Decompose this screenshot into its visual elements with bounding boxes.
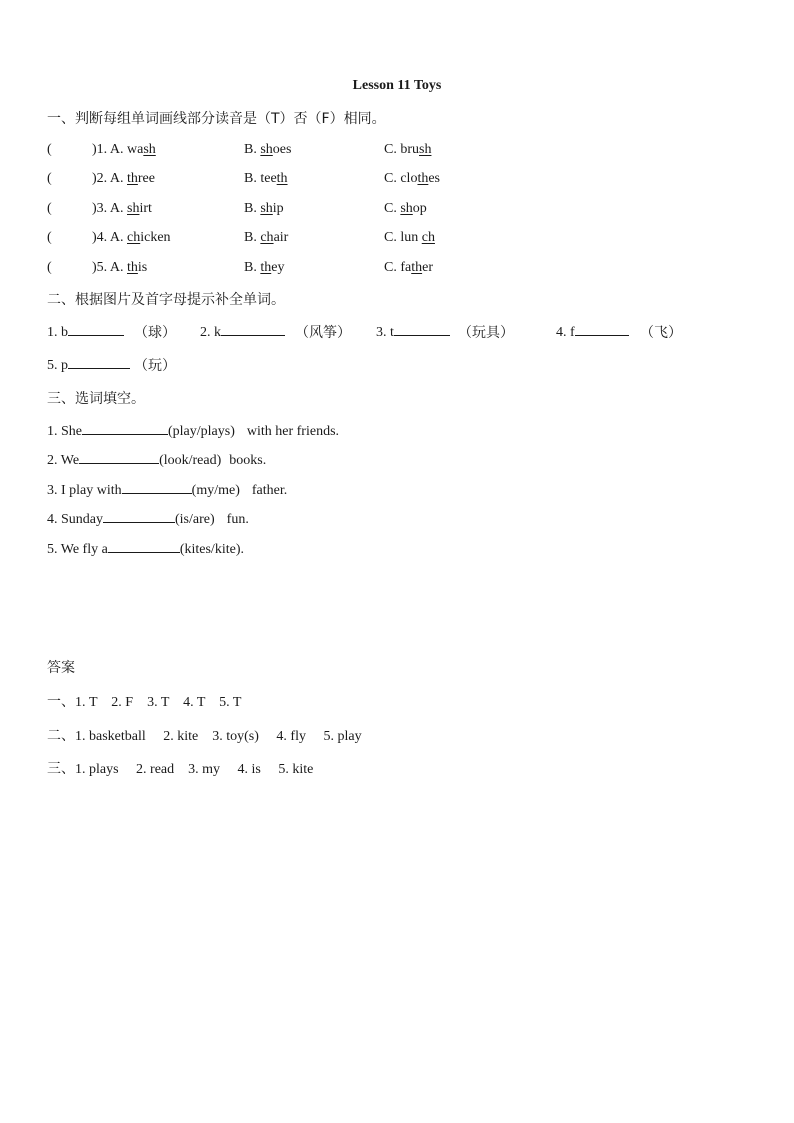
list-item [47, 422, 339, 440]
word-part: wa [127, 142, 144, 157]
item-label: 5. p [47, 358, 68, 373]
answers-line-2 [47, 725, 362, 745]
sentence-start: 3. I play with [47, 483, 122, 498]
list-item [47, 540, 244, 558]
answers-prefix: 二、 [47, 728, 75, 744]
blank-field[interactable] [394, 323, 450, 336]
blank-field[interactable] [82, 422, 168, 435]
underlined-part: sh [419, 142, 432, 157]
underlined-part: th [127, 260, 138, 275]
fill-item [47, 356, 130, 374]
option-b [244, 260, 284, 276]
word-options: (is/are) [175, 512, 215, 527]
answers-text: 1. plays 2. read 3. my 4. is 5. kite [75, 762, 314, 777]
underlined-part: th [411, 260, 423, 275]
option-c [384, 260, 433, 276]
item-label: 3. t [376, 325, 394, 340]
word-part: B. [244, 142, 261, 157]
question-number: )4. A. [92, 230, 127, 245]
word-part: B. [244, 260, 261, 275]
list-item [47, 481, 287, 499]
sentence-end: with her friends. [246, 424, 340, 439]
word-part: ree [137, 171, 155, 186]
option-a [92, 201, 152, 217]
question-number: )3. A. [92, 201, 127, 216]
underlined-part: th [276, 171, 288, 186]
word-part: irt [139, 201, 152, 216]
question-number: )1. A. [92, 142, 127, 157]
blank-field[interactable] [122, 481, 192, 494]
word-part: B. [244, 230, 261, 245]
option-c [384, 230, 435, 246]
sentence-start: 5. We fly a [47, 542, 108, 557]
word-part: es [428, 171, 441, 186]
word-part: C. [384, 201, 401, 216]
word-part: is [137, 260, 148, 275]
word-part: oes [272, 142, 292, 157]
option-b [244, 201, 284, 217]
answer-paren[interactable]: ( [47, 230, 52, 245]
section3-heading: 三、选词填空。 [47, 391, 145, 407]
answers-prefix: 三、 [47, 761, 75, 777]
underlined-part: ch [127, 230, 141, 245]
blank-field[interactable] [575, 323, 629, 336]
answers-prefix: 一、 [47, 694, 75, 710]
underlined-part: sh [127, 201, 140, 216]
underlined-part: ch [421, 230, 435, 245]
word-options: (play/plays) [168, 424, 235, 439]
page-title: Lesson 11 Toys [352, 78, 442, 93]
option-b [244, 142, 291, 158]
word-part: C. bru [384, 142, 419, 157]
item-hint: （球） [134, 325, 176, 341]
underlined-part: ch [260, 230, 274, 245]
word-part: air [273, 230, 289, 245]
question-number: )5. A. [92, 260, 127, 275]
sentence-end: father. [251, 483, 288, 498]
word-options: (look/read) [159, 453, 222, 468]
sentence-start: 2. We [47, 453, 80, 468]
underlined-part: sh [260, 142, 273, 157]
section1-heading: 一、判断每组单词画线部分读音是（T）否（F）相同。 [47, 111, 386, 127]
word-part: C. fa [384, 260, 412, 275]
item-label: 1. b [47, 325, 68, 340]
word-part: C. clo [384, 171, 418, 186]
word-part: icken [140, 230, 171, 245]
answers-text: 1. T 2. F 3. T 4. T 5. T [75, 695, 242, 710]
item-hint: （玩具） [458, 325, 514, 341]
fill-item [556, 323, 629, 341]
item-label: 4. f [556, 325, 575, 340]
blank-field[interactable] [103, 510, 175, 523]
item-label: 2. k [200, 325, 221, 340]
blank-field[interactable] [108, 540, 180, 553]
answers-heading: 答案 [47, 660, 75, 676]
option-c [384, 142, 431, 158]
item-hint: （玩） [134, 358, 176, 374]
word-part: B. tee [244, 171, 277, 186]
answer-paren[interactable]: ( [47, 171, 52, 186]
fill-item [47, 323, 124, 341]
sentence-start: 1. She [47, 424, 82, 439]
item-hint: （风筝） [295, 325, 351, 341]
answers-text: 1. basketball 2. kite 3. toy(s) 4. fly 5. play [75, 729, 362, 744]
answers-line-3 [47, 758, 313, 778]
option-b [244, 230, 288, 246]
sentence-end: books. [229, 453, 267, 468]
option-c [384, 171, 440, 187]
answer-paren[interactable]: ( [47, 142, 52, 157]
list-item [47, 510, 249, 528]
word-part: er [422, 260, 433, 275]
sentence-start: 4. Sunday [47, 512, 103, 527]
underlined-part: th [127, 171, 138, 186]
answer-paren[interactable]: ( [47, 201, 52, 216]
fill-item [376, 323, 450, 341]
blank-field[interactable] [68, 356, 130, 369]
option-a [92, 230, 171, 246]
word-options: (kites/kite). [179, 542, 244, 557]
word-options: (my/me) [191, 483, 240, 498]
sentence-end: fun. [226, 512, 249, 527]
fill-item [200, 323, 285, 341]
underlined-part: sh [143, 142, 156, 157]
option-a [92, 171, 155, 187]
answer-paren[interactable]: ( [47, 260, 52, 275]
underlined-part: sh [260, 201, 273, 216]
word-part: B. [244, 201, 261, 216]
word-part: ip [272, 201, 284, 216]
option-a [92, 142, 156, 158]
word-part: ey [271, 260, 285, 275]
option-a [92, 260, 147, 276]
option-c [384, 201, 427, 217]
list-item [47, 451, 266, 469]
blank-field[interactable] [221, 323, 285, 336]
option-b [244, 171, 288, 187]
answers-line-1 [47, 691, 241, 711]
blank-field[interactable] [79, 451, 159, 464]
blank-field[interactable] [68, 323, 124, 336]
word-part: op [412, 201, 427, 216]
underlined-part: th [417, 171, 429, 186]
item-hint: （飞） [640, 325, 682, 341]
underlined-part: th [260, 260, 272, 275]
section2-heading: 二、根据图片及首字母提示补全单词。 [47, 292, 285, 308]
question-number: )2. A. [92, 171, 127, 186]
word-part: C. lun [384, 230, 422, 245]
underlined-part: sh [400, 201, 413, 216]
